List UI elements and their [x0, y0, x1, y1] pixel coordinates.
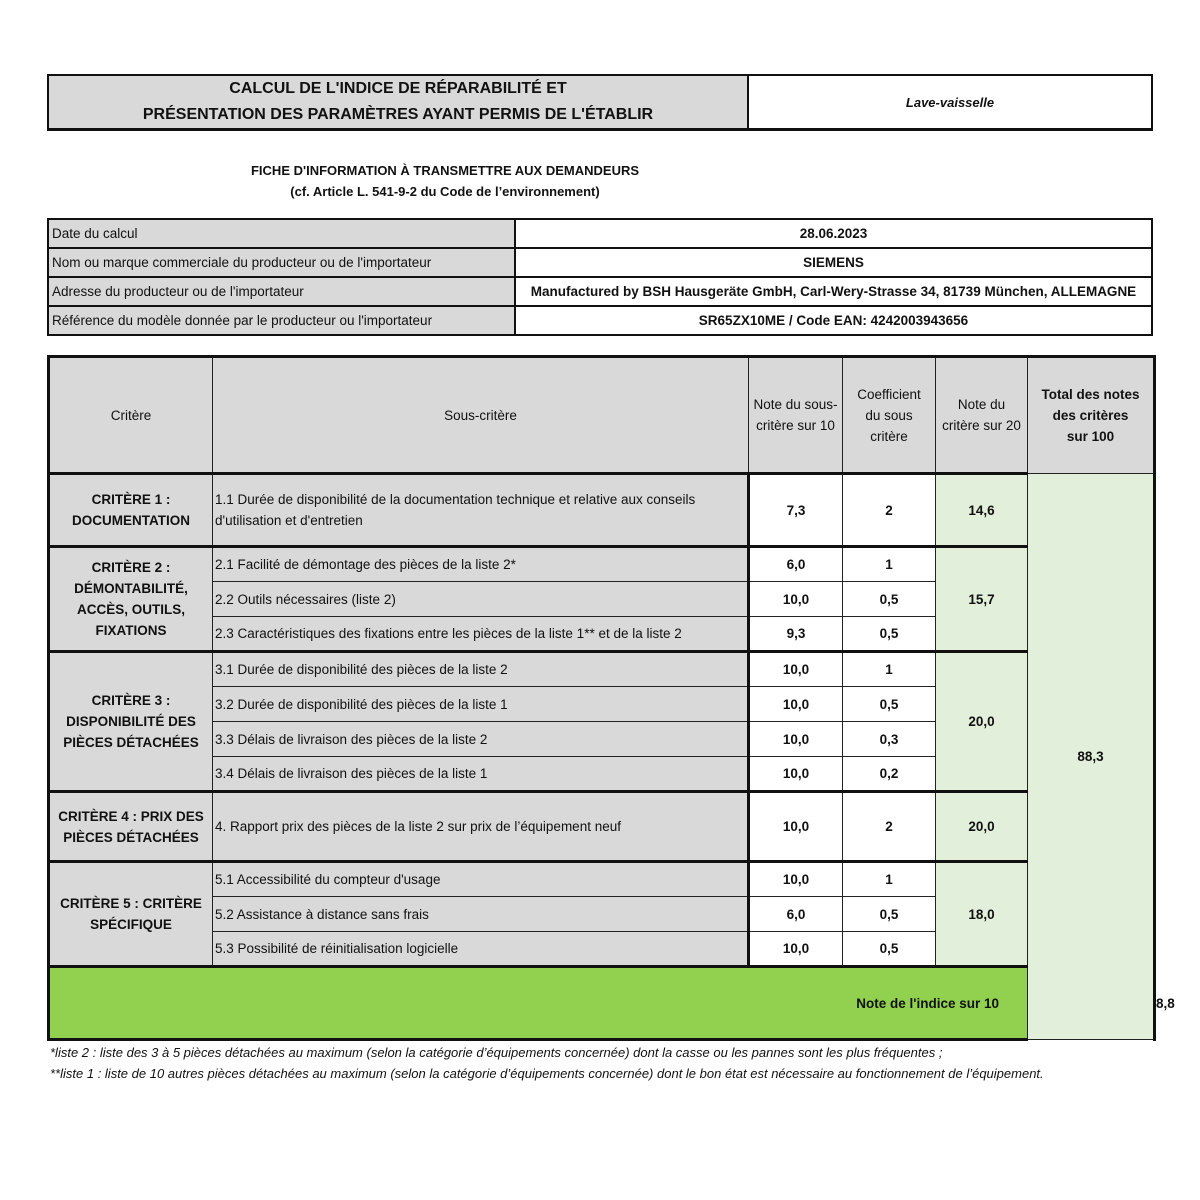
- subcriterion-label: 3.2 Durée de disponibilité des pièces de la liste 1: [213, 687, 749, 722]
- info-row: [48, 248, 1152, 277]
- criterion-3-name: [49, 652, 213, 792]
- total-score: 88,3: [1028, 474, 1155, 1040]
- subcriterion-coef: 1: [843, 652, 936, 687]
- subcriterion-coef: 1: [843, 547, 936, 582]
- criterion-name-line: ACCÈS, OUTILS,: [76, 602, 185, 617]
- subcriterion-note: 10,0: [749, 932, 843, 967]
- subcriterion-coef: 0,5: [843, 897, 936, 932]
- header-total: [1028, 357, 1155, 474]
- subcriterion-label: 2.2 Outils nécessaires (liste 2): [213, 582, 749, 617]
- page-title: [48, 75, 748, 130]
- subcriterion-note: 10,0: [749, 722, 843, 757]
- criterion-name-line: DÉMONTABILITÉ,: [74, 581, 188, 596]
- header-note-sous-line2: critère sur 10: [756, 418, 835, 433]
- subtitle: [230, 160, 660, 202]
- subcriterion-note: 10,0: [749, 757, 843, 792]
- title-table: [47, 74, 1153, 131]
- subcriterion-label: 5.2 Assistance à distance sans frais: [213, 897, 749, 932]
- criterion-2-name: [49, 547, 213, 652]
- info-row: [48, 219, 1152, 248]
- subcriterion-label: 2.1 Facilité de démontage des pièces de la liste 2*: [213, 547, 749, 582]
- criterion-score: 14,6: [936, 474, 1028, 547]
- header-coef-line1: Coefficient: [857, 386, 921, 402]
- table-row: [49, 792, 1155, 862]
- criterion-name-line: DOCUMENTATION: [72, 513, 190, 528]
- subcriterion-coef: 2: [843, 474, 936, 547]
- info-value: SR65ZX10ME / Code EAN: 4242003943656: [515, 306, 1152, 335]
- subcriterion-note: 10,0: [749, 582, 843, 617]
- subcriterion-note: 10,0: [749, 862, 843, 897]
- info-label: Nom ou marque commerciale du producteur ou de l'importateur: [48, 248, 515, 277]
- subcriterion-coef: 1: [843, 862, 936, 897]
- subcriterion-note: 10,0: [749, 652, 843, 687]
- header-total-line3: sur 100: [1066, 429, 1115, 444]
- criterion-score: 20,0: [936, 652, 1028, 792]
- subcriterion-note: 7,3: [749, 474, 843, 547]
- header-total-line2: des critères: [1052, 408, 1129, 423]
- info-value: 28.06.2023: [515, 219, 1152, 248]
- subcriterion-label: 2.3 Caractéristiques des fixations entre les pièces de la liste 1** et de la liste 2: [213, 617, 749, 652]
- header-note20-line2: critère sur 20: [942, 418, 1021, 433]
- criterion-name-line: PIÈCES DÉTACHÉES: [63, 829, 199, 845]
- product-type: Lave-vaisselle: [748, 75, 1152, 130]
- final-score-row: Note de l'indice sur 10 8,8: [49, 967, 1155, 1040]
- subcriterion-coef: 0,5: [843, 582, 936, 617]
- header-coef-line2: du sous: [865, 407, 913, 423]
- subcriterion-label: 5.3 Possibilité de réinitialisation logicielle: [213, 932, 749, 967]
- criterion-name-line: CRITÈRE 1 :: [91, 492, 171, 507]
- subcriterion-note: 6,0: [749, 547, 843, 582]
- info-table: [47, 218, 1153, 336]
- subcriterion-coef: 0,2: [843, 757, 936, 792]
- header-coefficient: [843, 357, 936, 474]
- info-value: SIEMENS: [515, 248, 1152, 277]
- subtitle-line-2: (cf. Article L. 541-9-2 du Code de l’environnement): [290, 184, 600, 199]
- subcriterion-coef: 0,3: [843, 722, 936, 757]
- header-note20-line1: Note du: [957, 397, 1006, 412]
- criterion-name-line: PIÈCES DÉTACHÉES: [63, 735, 199, 750]
- subcriterion-coef: 0,5: [843, 617, 936, 652]
- subcriterion-coef: 0,5: [843, 932, 936, 967]
- info-row: [48, 306, 1152, 335]
- title-line-1: CALCUL DE L'INDICE DE RÉPARABILITÉ ET: [229, 80, 567, 97]
- subcriterion-coef: 2: [843, 792, 936, 862]
- subcriterion-label: 3.1 Durée de disponibilité des pièces de la liste 2: [213, 652, 749, 687]
- subcriterion-label: 3.3 Délais de livraison des pièces de la liste 2: [213, 722, 749, 757]
- subtitle-line-1: FICHE D'INFORMATION À TRANSMETTRE AUX DEMANDEURS: [250, 163, 640, 178]
- table-row: [49, 474, 1155, 547]
- repairability-table: [47, 355, 1175, 1041]
- criterion-name-line: DISPONIBILITÉ DES: [66, 714, 196, 729]
- footnote-liste-2: *liste 2 : liste des 3 à 5 pièces détachées au maximum (selon la catégorie d’équipements concernée) dont la casse ou les pannes sont les plus fréquentes ;: [50, 1045, 943, 1060]
- table-header-row: [49, 357, 1155, 474]
- subcriterion-label: 4. Rapport prix des pièces de la liste 2 sur prix de l’équipement neuf: [213, 792, 749, 862]
- subcriterion-note: 9,3: [749, 617, 843, 652]
- info-label: Référence du modèle donnée par le producteur ou l'importateur: [48, 306, 515, 335]
- footnote-liste-1: **liste 1 : liste de 10 autres pièces détachées au maximum (selon la catégorie d’équipements concernée) dont le bon état est nécessaire au fonctionnement de l’équipement.: [50, 1066, 1044, 1081]
- table-row: [49, 652, 1155, 687]
- header-critere: Critère: [49, 357, 213, 474]
- criterion-name-line: CRITÈRE 2 :: [91, 560, 171, 575]
- subcriterion-label: 1.1 Durée de disponibilité de la documentation technique et relative aux conseils d'utilisation et d'entretien: [213, 474, 749, 547]
- criterion-score: 15,7: [936, 547, 1028, 652]
- subcriterion-label: 3.4 Délais de livraison des pièces de la liste 1: [213, 757, 749, 792]
- header-sous-critere: Sous-critère: [213, 357, 749, 474]
- table-row: [49, 862, 1155, 897]
- info-row: [48, 277, 1152, 306]
- criterion-name-line: CRITÈRE 3 :: [91, 693, 171, 708]
- header-total-line1: Total des notes: [1041, 387, 1140, 402]
- criterion-score: 20,0: [936, 792, 1028, 862]
- info-label: Adresse du producteur ou de l'importateur: [48, 277, 515, 306]
- header-coef-line3: critère: [870, 428, 908, 444]
- header-note-sous-line1: Note du sous-: [753, 397, 838, 412]
- criterion-name-line: CRITÈRE 5 : CRITÈRE: [60, 896, 202, 911]
- criterion-name-line: CRITÈRE 4 : PRIX DES: [58, 808, 204, 824]
- table-row: [49, 547, 1155, 582]
- footnotes: [50, 1042, 1070, 1084]
- title-line-2: PRÉSENTATION DES PARAMÈTRES AYANT PERMIS DE L'ÉTABLIR: [142, 106, 654, 123]
- criterion-name-line: SPÉCIFIQUE: [90, 917, 172, 932]
- criterion-5-name: [49, 862, 213, 967]
- criterion-score: 18,0: [936, 862, 1028, 967]
- info-label: Date du calcul: [48, 219, 515, 248]
- header-note-sous-critere: [749, 357, 843, 474]
- info-value: Manufactured by BSH Hausgeräte GmbH, Carl-Wery-Strasse 34, 81739 München, ALLEMAGNE: [515, 277, 1152, 306]
- subcriterion-coef: 0,5: [843, 687, 936, 722]
- criterion-1-name: [49, 474, 213, 547]
- subcriterion-note: 6,0: [749, 897, 843, 932]
- subcriterion-note: 10,0: [749, 687, 843, 722]
- subcriterion-note: 10,0: [749, 792, 843, 862]
- final-score-label: Note de l'indice sur 10: [49, 967, 1028, 1040]
- criterion-name-line: FIXATIONS: [95, 623, 167, 638]
- subcriterion-label: 5.1 Accessibilité du compteur d'usage: [213, 862, 749, 897]
- criterion-4-name: [49, 792, 213, 862]
- header-note-critere: [936, 357, 1028, 474]
